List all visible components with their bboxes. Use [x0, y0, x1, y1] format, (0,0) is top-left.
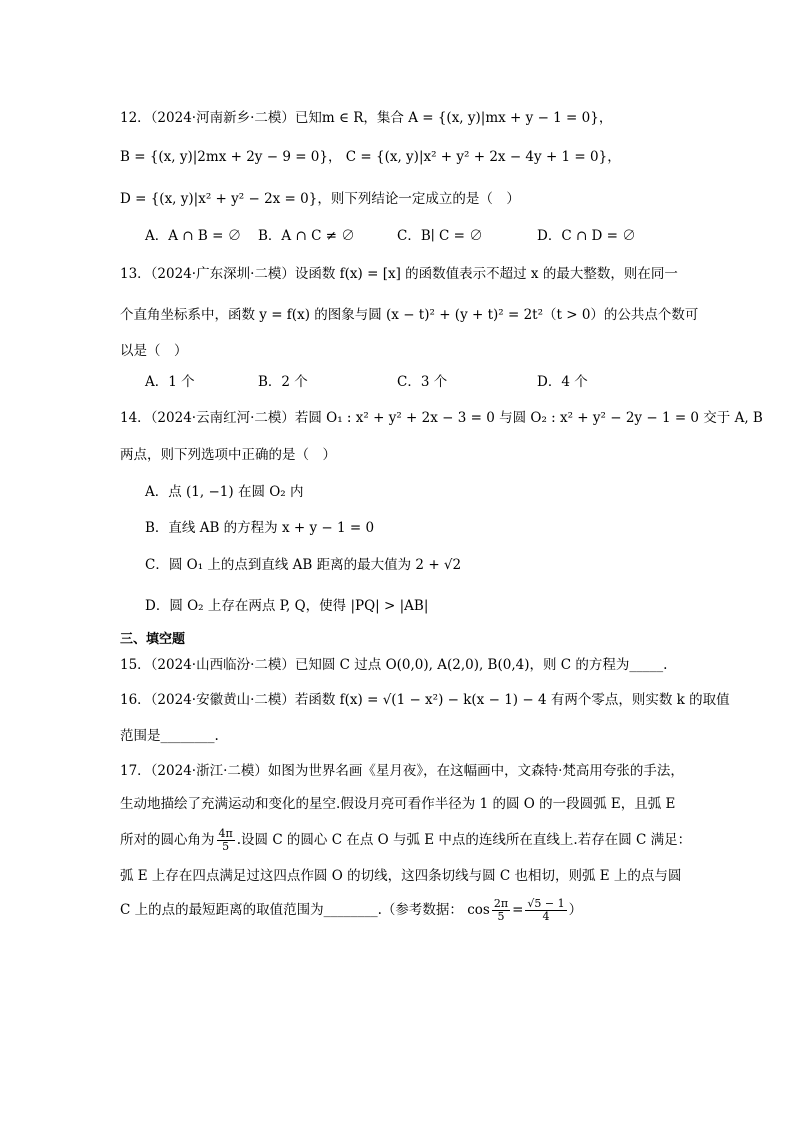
q13-option-d: D．4 个 — [537, 374, 588, 390]
fraction-numerator: 2π — [493, 897, 509, 910]
fraction-4pi-over-5 — [217, 828, 235, 853]
q14-option-b: B．直线 AB 的方程为 x + y − 1 = 0 — [145, 520, 375, 536]
q17-line-3 — [120, 828, 691, 853]
q16-line-2: 范围是________. — [120, 728, 219, 744]
q17-line-5-post: ） — [568, 902, 583, 918]
section-heading: 三、填空题 — [120, 632, 186, 647]
q12-option-d: D．C ∩ D = ∅ — [537, 228, 636, 244]
fraction-numerator: 4π — [218, 827, 233, 840]
q13-option-c: C．3 个 — [397, 374, 448, 390]
q17-line-2: 生动地描绘了充满运动和变化的星空.假设月亮可看作半径为 1 的圆 O 的一段圆弧 E，且弧 E — [120, 796, 676, 812]
q17-line-5 — [120, 898, 582, 923]
q17-line-5-pre: C 上的点的最短距离的取值范围为________.（参考数据： cos — [120, 902, 490, 918]
q14-option-d: D．圆 O₂ 上存在两点 P, Q，使得 |PQ| > |AB| — [145, 598, 429, 614]
q12-line-2: B = {(x, y)|2mx + 2y − 9 = 0}， C = {(x, y)|x² + y² + 2x − 4y + 1 = 0}， — [120, 149, 621, 165]
q14-line-2: 两点，则下列选项中正确的是（ ） — [120, 447, 336, 463]
q12-option-a: A．A ∩ B = ∅ — [145, 228, 242, 244]
fraction-denominator: 5 — [497, 910, 505, 923]
q14-line-1: 14．（2024·云南红河·二模）若圆 O₁ : x² + y² + 2x − 3 = 0 与圆 O₂ : x² + y² − 2y − 1 = 0 交于 A, B — [120, 410, 763, 426]
q13-line-2: 个直角坐标系中，函数 y = f(x) 的图象与圆 (x − t)² + (y + t)² = 2t²（t > 0）的公共点个数可 — [120, 307, 699, 323]
equals-sign: = — [512, 902, 524, 918]
q14-option-c: C．圆 O₁ 上的点到直线 AB 距离的最大值为 2 + √2 — [145, 557, 462, 573]
q16-line-1: 16．（2024·安徽黄山·二模）若函数 f(x) = √(1 − x²) − k(x − 1) − 4 有两个零点，则实数 k 的取值 — [120, 692, 730, 708]
q17-line-3-pre: 所对的圆心角为 — [120, 832, 215, 848]
fraction-sqrt5-minus-1-over-4 — [525, 898, 566, 923]
q17-line-4: 弧 E 上存在四点满足过这四点作圆 O 的切线，这四条切线与圆 C 也相切，则弧 E 上的点与圆 — [120, 868, 682, 884]
fraction-numerator: √5 − 1 — [527, 897, 565, 910]
q12-line-3: D = {(x, y)|x² + y² − 2x = 0}，则下列结论一定成立的是（ ） — [120, 191, 520, 207]
q15-line: 15．（2024·山西临汾·二模）已知圆 C 过点 O(0,0), A(2,0), B(0,4)，则 C 的方程为_____. — [120, 657, 668, 673]
q13-line-3: 以是（ ） — [120, 343, 188, 359]
q13-option-a: A．1 个 — [145, 374, 195, 390]
q14-option-a: A．点 (1, −1) 在圆 O₂ 内 — [145, 484, 304, 500]
q12-option-c: C．B∣ C = ∅ — [397, 228, 483, 244]
q13-line-1: 13．（2024·广东深圳·二模）设函数 f(x) = [x] 的函数值表示不超过 x 的最大整数，则在同一 — [120, 266, 678, 282]
fraction-denominator: 4 — [542, 910, 550, 923]
q12-option-b: B．A ∩ C ≠ ∅ — [258, 228, 355, 244]
fraction-2pi-over-5 — [492, 898, 510, 923]
fraction-denominator: 5 — [222, 840, 230, 853]
q13-option-b: B．2 个 — [258, 374, 308, 390]
q12-line-1: 12．（2024·河南新乡·二模）已知m ∈ R，集合 A = {(x, y)|mx + y − 1 = 0}， — [120, 110, 613, 126]
q17-line-3-post: .设圆 C 的圆心 C 在点 O 与弧 E 中点的连线所在直线上.若存在圆 C 满足： — [236, 832, 692, 848]
q17-line-1: 17．（2024·浙江·二模）如图为世界名画《星月夜》，在这幅画中，文森特·梵高用夸张的手法， — [120, 763, 684, 779]
